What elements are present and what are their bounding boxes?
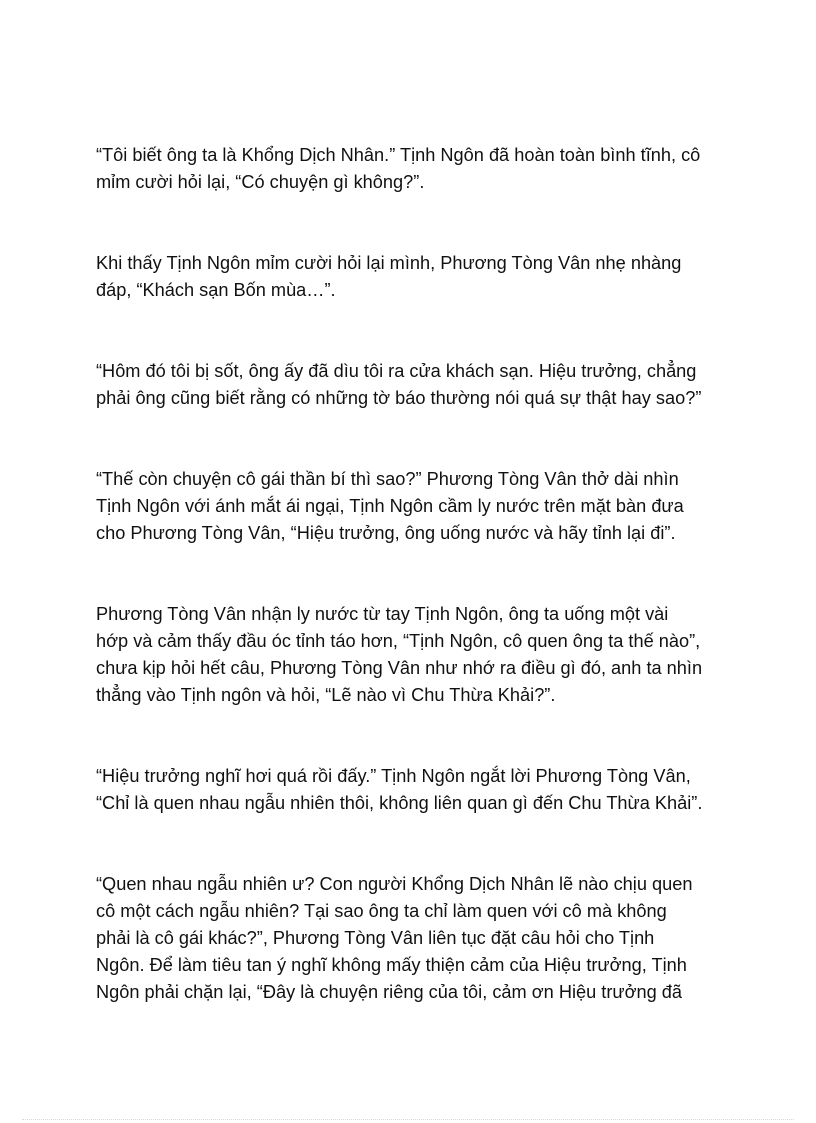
paragraph: “Hôm đó tôi bị sốt, ông ấy đã dìu tôi ra cửa khách sạn. Hiệu trưởng, chẳng phải ông cũng biết rằng có những tờ báo thường nói quá sự thật hay sao?” [96, 361, 702, 408]
paragraph: Khi thấy Tịnh Ngôn mỉm cười hỏi lại mình, Phương Tòng Vân nhẹ nhàng đáp, “Khách sạn Bốn mùa…”. [96, 253, 682, 300]
paragraph: “Quen nhau ngẫu nhiên ư? Con người Khổng Dịch Nhân lẽ nào chịu quen cô một cách ngẫu nhiên? Tại sao ông ta chỉ làm quen với cô mà không phải là cô gái khác?”, Phương Tòng Vân liên tục đặt câu hỏi cho Tịnh Ngôn. Để làm tiêu tan ý nghĩ không mấy thiện cảm của Hiệu trưởng, Tịnh Ngôn phải chặn lại, “Đây là chuyện riêng của tôi, cảm ơn Hiệu trưởng đã [96, 874, 693, 1002]
document-body [96, 142, 736, 1060]
paragraph: “Thế còn chuyện cô gái thần bí thì sao?” Phương Tòng Vân thở dài nhìn Tịnh Ngôn với ánh mắt ái ngại, Tịnh Ngôn cầm ly nước trên mặt bàn đưa cho Phương Tòng Vân, “Hiệu trưởng, ông uống nước và hãy tỉnh lại đi”. [96, 469, 684, 543]
page-bottom-divider [22, 1119, 794, 1120]
paragraph: “Hiệu trưởng nghĩ hơi quá rồi đấy.” Tịnh Ngôn ngắt lời Phương Tòng Vân, “Chỉ là quen nhau ngẫu nhiên thôi, không liên quan gì đến Chu Thừa Khải”. [96, 766, 703, 813]
paragraph: “Tôi biết ông ta là Khổng Dịch Nhân.” Tịnh Ngôn đã hoàn toàn bình tĩnh, cô mỉm cười hỏi lại, “Có chuyện gì không?”. [96, 145, 701, 192]
paragraph: Phương Tòng Vân nhận ly nước từ tay Tịnh Ngôn, ông ta uống một vài hớp và cảm thấy đầu óc tỉnh táo hơn, “Tịnh Ngôn, cô quen ông ta thế nào”, chưa kịp hỏi hết câu, Phương Tòng Vân như nhớ ra điều gì đó, anh ta nhìn thẳng vào Tịnh ngôn và hỏi, “Lẽ nào vì Chu Thừa Khải?”. [96, 604, 703, 705]
